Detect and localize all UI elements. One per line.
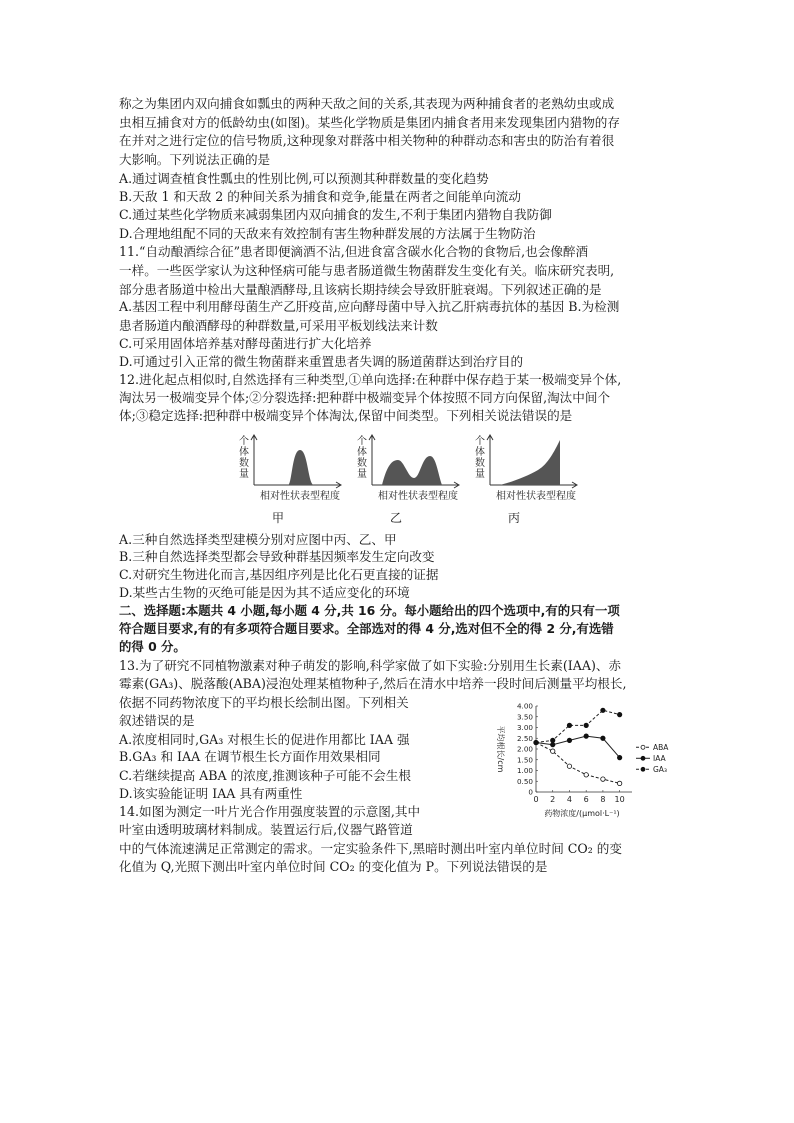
lines-line: 患者肠道内酿酒酵母的种群数量,可采用平板划线法来计数 bbox=[119, 318, 438, 333]
lines-line: A.基因工程中利用酵母菌生产乙肝疫苗,应向酵母菌中导入抗乙肝病毒抗体的基因 B.为检测 bbox=[119, 299, 620, 314]
lines-line: 11.“自动酿酒综合征”患者即便滴酒不沾,但进食富含碳水化合物的食物后,也会像醉酒 bbox=[119, 244, 589, 259]
q13-line: D.该实验能证明 IAA 具有两重性 bbox=[119, 786, 303, 801]
section2-line: 的得 0 分。 bbox=[119, 639, 186, 654]
series-line-aba bbox=[536, 743, 620, 784]
y-tick-label: 3.00 bbox=[516, 723, 533, 732]
lines-line: B.天敌 1 和天敌 2 的种间关系为捕食和竞争,能量在两者之间能单向流动 bbox=[119, 189, 521, 204]
y-label-char: 体 bbox=[239, 447, 249, 458]
data-point bbox=[617, 781, 621, 785]
q13-line: B.GA₃ 和 IAA 在调节根生长方面作用效果相同 bbox=[119, 749, 381, 764]
y-tick-label: 2.50 bbox=[516, 733, 533, 743]
lines-line: C.可采用固体培养基对酵母菌进行扩大化培养 bbox=[119, 336, 372, 351]
caption-jia: 甲 bbox=[272, 511, 285, 525]
lines-line: 一样。一些医学家认为这种怪病可能与患者肠道微生物菌群发生变化有关。临床研究表明, bbox=[119, 263, 615, 278]
data-point bbox=[617, 755, 621, 759]
q13-line: 叙述错误的是 bbox=[119, 713, 195, 728]
legend-marker bbox=[641, 767, 645, 771]
x-tick-label: 0 bbox=[533, 795, 539, 804]
q12-options-line: D.某些古生物的灭绝可能是因为其不适应变化的环境 bbox=[119, 585, 410, 600]
legend-label: IAA bbox=[653, 753, 666, 763]
lines-line: C.通过某些化学物质来减弱集团内双向捕食的发生,不利于集团内猎物自我防御 bbox=[119, 207, 552, 222]
q13-line: 霉素(GA₃)、脱落酸(ABA)浸泡处理某植物种子,然后在清水中培养一段时间后测量平均根长, bbox=[119, 676, 627, 691]
distribution-curve bbox=[500, 440, 560, 485]
q14-line: 14.如图为测定一叶片光合作用强度装置的示意图,其中 bbox=[119, 804, 421, 819]
x-tick-label: 8 bbox=[600, 795, 606, 804]
lines-line: D.合理地组配不同的天敌来有效控制有害生物种群发展的方法属于生物防治 bbox=[119, 226, 536, 241]
y-label-char: 个 bbox=[475, 436, 485, 447]
root-length-chart bbox=[476, 700, 669, 830]
caption-yi: 乙 bbox=[390, 511, 403, 525]
y-label-char: 数 bbox=[357, 458, 367, 469]
data-point bbox=[617, 712, 621, 716]
legend-label: GA₃ bbox=[653, 764, 667, 774]
q13-line: C.若继续提高 ABA 的浓度,推测该种子可能不会生根 bbox=[119, 768, 411, 783]
q13-line: 13.为了研究不同植物激素对种子萌发的影响,科学家做了如下实验:分别用生长素(IAA)、赤 bbox=[119, 658, 622, 673]
lines-line: 虫相互捕食对方的低龄幼虫(如图)。某些化学物质是集团内捕食者用来发现集团内猎物的存 bbox=[119, 115, 620, 130]
q14-line: 中的气体流速满足正常测定的需求。一定实验条件下,黑暗时测出叶室内单位时间 CO₂ 的变 bbox=[119, 841, 622, 856]
data-point bbox=[601, 736, 605, 740]
y-label-char: 个 bbox=[357, 436, 367, 447]
y-label-char: 量 bbox=[357, 469, 367, 480]
series-line-ga₃ bbox=[536, 710, 620, 742]
lines-line: 大影响。下列说法正确的是 bbox=[119, 152, 271, 167]
x-axis-label: 药物浓度/(μmol·L⁻¹) bbox=[544, 809, 620, 818]
x-tick-label: 4 bbox=[566, 795, 573, 804]
data-point bbox=[584, 773, 588, 777]
q12-options-line: B.三种自然选择类型都会导致种群基因频率发生定向改变 bbox=[119, 549, 435, 564]
x-label: 相对性状表型程度 bbox=[378, 491, 458, 502]
data-point bbox=[584, 723, 588, 727]
data-point bbox=[567, 723, 571, 727]
q12-options-line: C.对研究生物进化而言,基因组序列是比化石更直接的证据 bbox=[119, 567, 439, 582]
data-point bbox=[584, 734, 588, 738]
data-point bbox=[601, 708, 605, 712]
y-tick-label: 4.00 bbox=[516, 701, 533, 711]
y-label-char: 量 bbox=[475, 469, 485, 480]
lines-line: 在并对之进行定位的信号物质,这种现象对群落中相关物种的种群动态和害虫的防治有着很 bbox=[119, 133, 615, 148]
lines-line: 体;③稳定选择:把种群中极端变异个体淘汰,保留中间类型。下列相关说法错误的是 bbox=[119, 408, 573, 423]
y-axis-label: 平均根长/cm bbox=[496, 725, 505, 773]
lines-line: 称之为集团内双向捕食如瓢虫的两种天敌之间的关系,其表现为两种捕食者的老熟幼虫或成 bbox=[119, 96, 615, 111]
x-label: 相对性状表型程度 bbox=[260, 491, 340, 502]
distribution-curve bbox=[382, 456, 442, 485]
y-tick-label: 3.50 bbox=[516, 712, 533, 722]
y-tick-label: 0 bbox=[528, 787, 533, 797]
x-label: 相对性状表型程度 bbox=[496, 491, 576, 502]
legend-marker bbox=[641, 745, 645, 749]
x-tick-label: 6 bbox=[583, 795, 589, 804]
data-point bbox=[551, 749, 555, 753]
q13-line: 依据不同药物浓度下的平均根长绘制出图。下列相关 bbox=[119, 695, 409, 710]
lines-line: A.通过调查植食性瓢虫的性别比例,可以预测其种群数量的变化趋势 bbox=[119, 171, 489, 186]
data-point bbox=[567, 738, 571, 742]
y-tick-label: 0.50 bbox=[516, 776, 533, 786]
y-tick-label: 2.00 bbox=[516, 744, 533, 754]
y-tick-label: 1.50 bbox=[516, 755, 533, 765]
x-tick-label: 2 bbox=[550, 795, 556, 804]
section2-line: 二、选择题:本题共 4 小题,每小题 4 分,共 16 分。每小题给出的四个选项中,有的只有一项 bbox=[119, 603, 620, 618]
lines-line: 淘汰另一极端变异个体;②分裂选择:把种群中极端变异个体按照不同方向保留,淘汰中间个 bbox=[119, 390, 611, 405]
caption-bing: 丙 bbox=[508, 511, 521, 525]
q12-options-line: A.三种自然选择类型建模分别对应图中丙、乙、甲 bbox=[119, 532, 397, 547]
y-label-char: 数 bbox=[475, 458, 485, 469]
lines-line: 部分患者肠道中检出大量酿酒酵母,且该病长期持续会导致肝脏衰竭。下列叙述正确的是 bbox=[119, 282, 602, 297]
q14-line: 叶室由透明玻璃材料制成。装置运行后,仪器气路管道 bbox=[119, 822, 413, 837]
y-label-char: 量 bbox=[239, 469, 249, 480]
y-tick-label: 1.00 bbox=[516, 766, 533, 775]
x-tick-label: 10 bbox=[614, 795, 625, 804]
data-point bbox=[567, 764, 571, 768]
series-line-iaa bbox=[536, 736, 620, 758]
q13-line: A.浓度相同时,GA₃ 对根生长的促进作用都比 IAA 强 bbox=[119, 732, 410, 747]
y-label-char: 体 bbox=[357, 447, 367, 458]
lines-line: D.可通过引入正常的微生物菌群来重置患者失调的肠道菌群达到治疗目的 bbox=[119, 354, 524, 369]
section2-line: 符合题目要求,有的有多项符合题目要求。全部选对的得 4 分,选对但不全的得 2 分,有选错 bbox=[119, 621, 614, 636]
q14-line: 化值为 Q,光照下测出叶室内单位时间 CO₂ 的变化值为 P。下列说法错误的是 bbox=[119, 859, 548, 874]
data-point bbox=[551, 738, 555, 742]
data-point bbox=[534, 740, 538, 744]
data-point bbox=[551, 743, 555, 747]
y-label-char: 数 bbox=[239, 458, 249, 469]
y-label-char: 体 bbox=[475, 447, 485, 458]
legend-marker bbox=[641, 756, 645, 760]
data-point bbox=[601, 777, 605, 781]
legend-label: ABA bbox=[653, 742, 669, 752]
distribution-curve bbox=[288, 450, 314, 485]
y-label-char: 个 bbox=[239, 436, 249, 447]
lines-line: 12.进化起点相似时,自然选择有三种类型,①单向选择:在种群中保存趋于某一极端变异个体, bbox=[119, 372, 622, 387]
